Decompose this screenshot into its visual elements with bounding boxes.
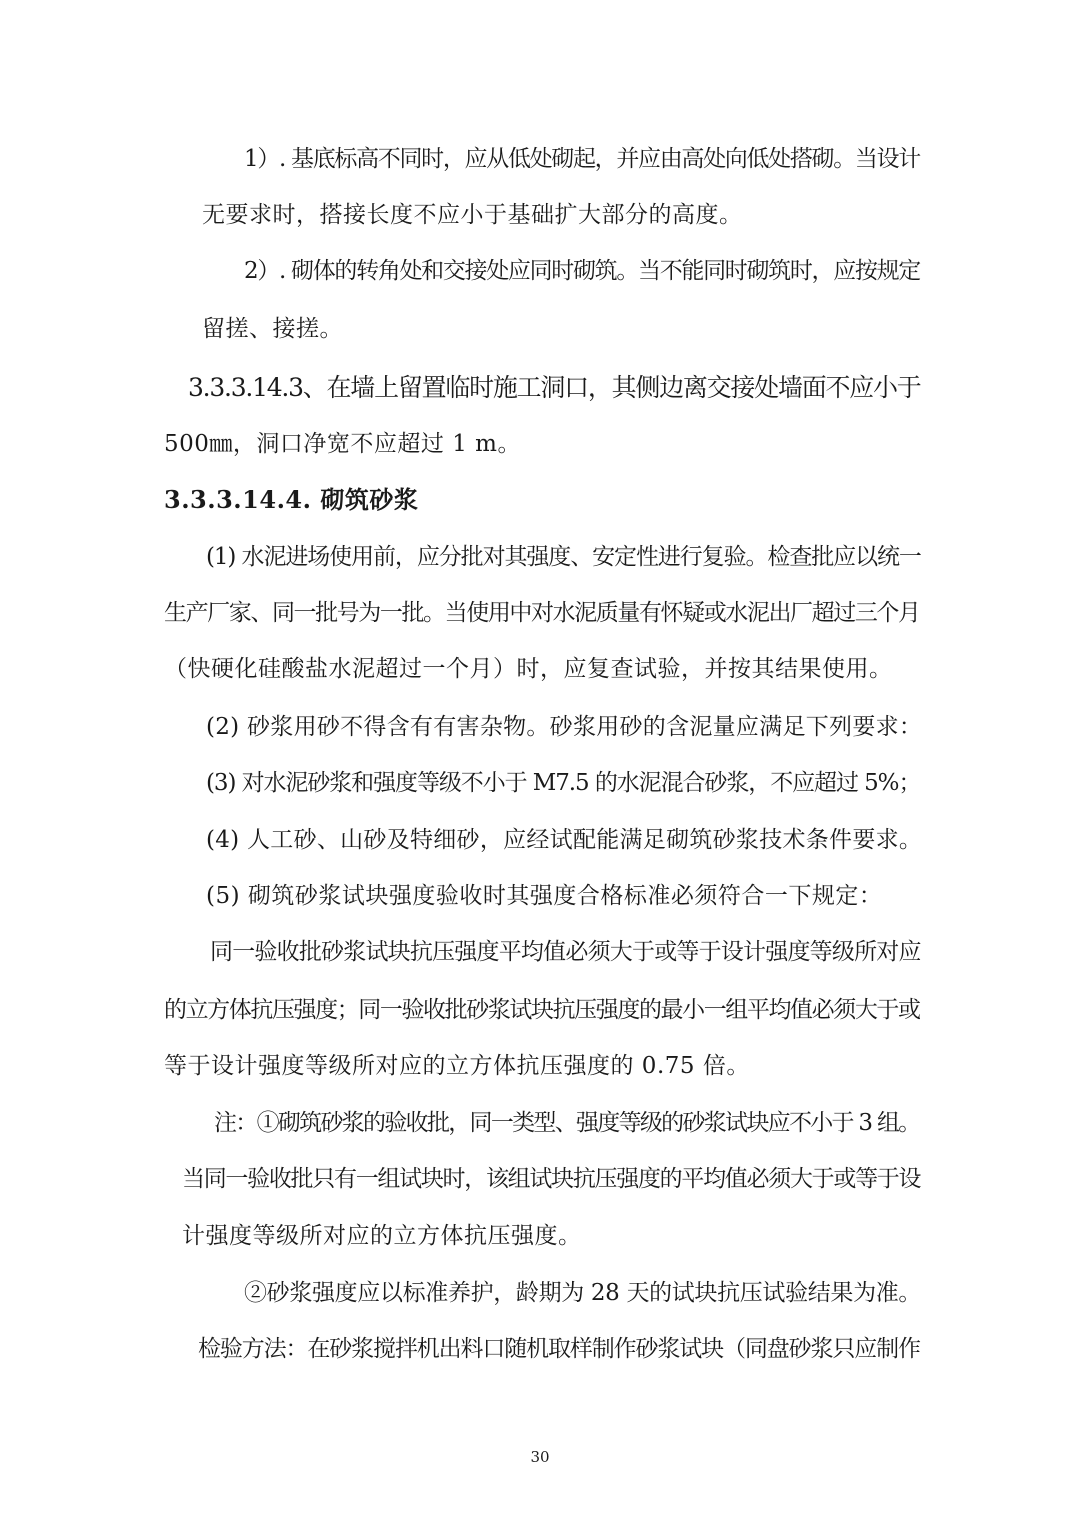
text-line: (1) 水泥进场使用前，应分批对其强度、安定性进行复验。检查批应以统一 (206, 544, 921, 570)
text-line: ②砂浆强度应以标准养护，龄期为 28 天的试块抗压试验结果为准。 (244, 1280, 922, 1306)
text-line: 2）. 砌体的转角处和交接处应同时砌筑。当不能同时砌筑时，应按规定 (244, 258, 920, 284)
text-line: 留搓、接搓。 (202, 316, 343, 342)
text-line: 当同一验收批只有一组试块时，该组试块抗压强度的平均值必须大于或等于设 (182, 1166, 921, 1192)
page-number: 30 (530, 1448, 550, 1466)
text-line: (3) 对水泥砂浆和强度等级不小于 M7.5 的水泥混合砂浆，不应超过 5%； (206, 770, 921, 796)
text-line: 1）. 基底标高不同时，应从低处砌起，并应由高处向低处搭砌。当设计 (244, 146, 920, 172)
text-line: (5) 砌筑砂浆试块强度验收时其强度合格标准必须符合一下规定： (206, 883, 883, 909)
text-line: (2) 砂浆用砂不得含有有害杂物。砂浆用砂的含泥量应满足下列要求： (206, 714, 923, 740)
text-line: （快硬化硅酸盐水泥超过一个月）时，应复查试验，并按其结果使用。 (164, 656, 893, 682)
text-line: 生产厂家、同一批号为一批。当使用中对水泥质量有怀疑或水泥出厂超过三个月 (164, 600, 920, 626)
section-line: 3.3.3.14.3、在墙上留置临时施工洞口，其侧边离交接处墙面不应小于 (188, 373, 921, 402)
text-line: 注：①砌筑砂浆的验收批，同一类型、强度等级的砂浆试块应不小于 3 组。 (214, 1110, 920, 1136)
text-line: 计强度等级所对应的立方体抗压强度。 (182, 1223, 582, 1249)
text-line: 无要求时，搭接长度不应小于基础扩大部分的高度。 (202, 202, 743, 228)
section-heading: 3.3.3.14.4. 砌筑砂浆 (164, 485, 419, 514)
text-line: (4) 人工砂、山砂及特细砂，应经试配能满足砌筑砂浆技术条件要求。 (206, 827, 923, 853)
text-line: 同一验收批砂浆试块抗压强度平均值必须大于或等于设计强度等级所对应 (210, 939, 921, 965)
text-line: 500㎜，洞口净宽不应超过 1 m。 (164, 431, 521, 457)
text-line: 等于设计强度等级所对应的立方体抗压强度的 0.75 倍。 (164, 1053, 750, 1079)
text-line: 的立方体抗压强度；同一验收批砂浆试块抗压强度的最小一组平均值必须大于或 (164, 997, 920, 1023)
text-line: 检验方法：在砂浆搅拌机出料口随机取样制作砂浆试块（同盘砂浆只应制作 (198, 1336, 920, 1362)
